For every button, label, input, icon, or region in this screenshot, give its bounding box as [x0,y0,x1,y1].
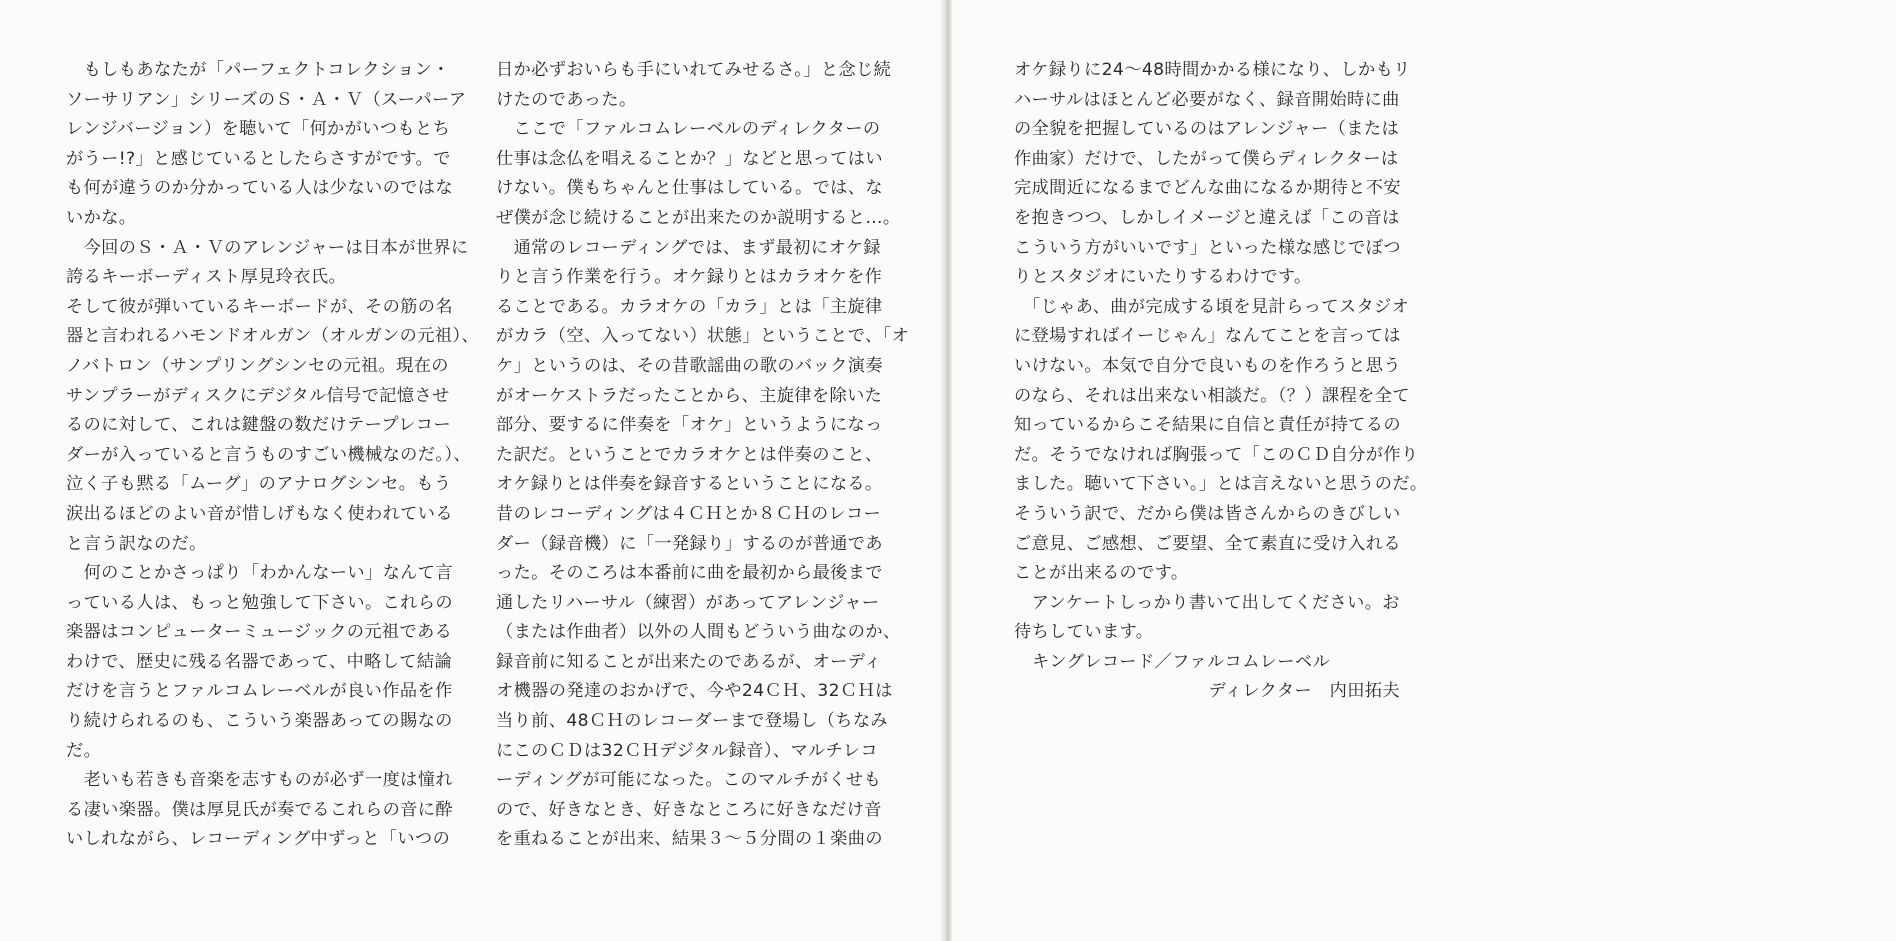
text-line: と言う訳なのだ。 [66,533,207,554]
text-line: た訳だ。ということでカラオケとは伴奏のこと、 [496,444,883,465]
text-line: わけで、歴史に残る名器であって、中略して結論 [66,651,453,672]
text-line: だ。そうでなければ胸張って「このＣＤ自分が作り [1014,444,1419,465]
text-line: ハーサルはほとんど必要がなく、録音開始時に曲 [1014,89,1400,110]
text-line: 通したリハーサル（練習）があってアレンジャー [496,592,880,613]
text-line: 器と言われるハモンドオルガン（オルガンの元祖）、 [66,326,479,347]
text-line: オケ録りとは伴奏を録音するということになる。 [496,474,883,495]
text-line: 楽器はコンピューターミュージックの元祖である [66,622,453,643]
text-line: ノバトロン（サンプリングシンセの元祖。現在の [66,355,449,376]
text-column-left [66,56,479,855]
text-line: そして彼が弾いているキーボードが、その筋の名 [66,296,453,317]
text-line: がうー!?」と感じているとしたらさすがです。で [66,148,451,169]
text-line: だ。 [66,740,102,761]
text-line: 老いも若きも音楽を志すものが必ず一度は憧れ [66,770,453,791]
text-line: そういう訳で、だから僕は皆さんからのきびしい [1014,503,1401,524]
text-line: ました。聴いて下さい。」とは言えないと思うのだ。 [1014,474,1428,495]
text-column-right [1014,56,1428,707]
text-line: 仕事は念仏を唱えることか？」などと思ってはい [496,148,883,169]
text-line: 部分、要するに伴奏を「オケ」というようになっ [496,415,883,436]
text-line: 「じゃあ、曲が完成する頃を見計らってスタジオ [1014,296,1410,317]
text-line: ので、好きなとき、好きなところに好きなだけ音 [496,799,882,820]
text-line: り続けられるのも、こういう楽器あっての賜なの [66,711,453,732]
text-line: 昔のレコーディングは４ＣＨとか８ＣＨのレコー [496,503,882,524]
text-line: ご意見、ご感想、ご要望、全て素直に受け入れる [1014,533,1401,554]
text-line: った。そのころは本番前に曲を最初から最後まで [496,563,883,584]
text-line: 待ちしています。 [1014,622,1154,643]
signature-name: ディレクター 内田拓夫 [1208,681,1400,702]
text-line: 知っているからこそ結果に自信と責任が持てるの [1014,415,1401,436]
text-line: 録音前に知ることが出来たのであるが、オーディ [496,651,882,672]
text-line: りと言う作業を行う。オケ録りとはカラオケを作 [496,267,883,288]
text-line: アンケートしっかり書いて出してください。お [1014,592,1400,613]
text-line: ることである。カラオケの「カラ」とは「主旋律 [496,296,883,317]
text-line: オ機器の発達のおかげで、今や24ＣＨ、32ＣＨは [496,681,893,702]
text-line: ダーが入っていると言うものすごい機械なのだ。）、 [66,444,471,465]
text-line: を抱きつつ、しかしイメージと違えば「この音は [1014,207,1400,228]
text-line: るのに対して、これは鍵盤の数だけテープレコー [66,415,452,436]
text-line: にこのＣＤは32ＣＨデジタル録音）、マルチレコ [496,740,879,761]
text-line: 何のことかさっぱり「わかんなーい」なんて言 [66,563,453,584]
text-line: がオーケストラだったことから、主旋律を除いた [496,385,883,406]
text-line: （または作曲者）以外の人間もどういう曲なのか、 [496,622,901,643]
text-line: を重ねることが出来、結果３～５分間の１楽曲の [496,829,883,850]
text-line: ダー（録音機）に「一発録り」するのが普通であ [496,533,883,554]
text-line: 日か必ずおいらも手にいれてみせるさ。」と念じ続 [496,60,892,80]
text-line: 涙出るほどのよい音が惜しげもなく使われている [66,503,453,524]
text-line: りとスタジオにいたりするわけです。 [1014,267,1312,288]
text-line: 完成間近になるまでどんな曲になるか期待と不安 [1014,178,1401,199]
text-column-middle [496,56,910,855]
text-line: っている人は、もっと勉強して下さい。これらの [66,592,453,613]
text-line: も何が違うのか分かっている人は少ないのではな [66,178,453,199]
text-line: 作曲家）だけで、したがって僕らディレクターは [1014,148,1399,169]
text-line: けたのであった。 [496,89,637,110]
left-page [0,0,944,941]
text-line: る凄い楽器。僕は厚見氏が奏でるこれらの音に酔 [66,799,453,820]
text-line: ソーサリアン」シリーズのＳ・Ａ・Ｖ（スーパーア [66,89,467,110]
text-line: 誇るキーボーディスト厚見玲衣氏。 [66,267,347,288]
text-line: 当り前、48ＣＨのレコーダーまで登場し（ちなみ [496,711,889,732]
text-line: 通常のレコーディングでは、まず最初にオケ録 [496,237,881,258]
text-line: がカラ（空、入ってない）状態」ということで、「オ [496,326,910,347]
signature-label: キングレコード／ファルコムレーベル [1032,651,1331,672]
text-line: ーディングが可能になった。このマルチがくせも [496,770,882,791]
text-line: オケ録りに24～48時間かかる様になり、しかもリ [1014,60,1411,80]
text-line: レンジバージョン）を聴いて「何かがいつもとち [66,119,451,140]
text-line: サンプラーがディスクにデジタル信号で記憶させ [66,385,450,406]
text-line: もしもあなたが「パーフェクトコレクション・ [66,60,450,80]
text-line: こういう方がいいです」といった様な感じでぼつ [1014,237,1401,258]
text-line: いしれながら、レコーディング中ずっと「いつの [66,829,451,850]
text-line: いけない。本気で自分で良いものを作ろうと思う [1014,355,1401,376]
text-line: だけを言うとファルコムレーベルが良い作品を作 [66,681,453,702]
text-line: ここで「ファルコムレーベルのディレクターの [496,119,881,140]
text-line: 泣く子も黙る「ムーグ」のアナログシンセ。もう [66,474,452,495]
text-line: いかな。 [66,207,137,228]
text-line: 今回のＳ・Ａ・Ｖのアレンジャーは日本が世界に [66,237,469,258]
text-line: ぜ僕が念じ続けることが出来たのか説明すると…。 [496,207,901,228]
text-line: ことが出来るのです。 [1014,563,1189,584]
text-line: けない。僕もちゃんと仕事はしている。では、な [496,178,883,199]
text-line: のなら、それは出来ない相談だ。（？）課程を全て [1014,385,1410,406]
text-line: の全貌を把握しているのはアレンジャー（または [1014,119,1400,140]
text-line: ケ」というのは、その昔歌謡曲の歌のバック演奏 [496,355,883,376]
text-line: に登場すればイーじゃん」なんてことを言っては [1014,326,1401,347]
